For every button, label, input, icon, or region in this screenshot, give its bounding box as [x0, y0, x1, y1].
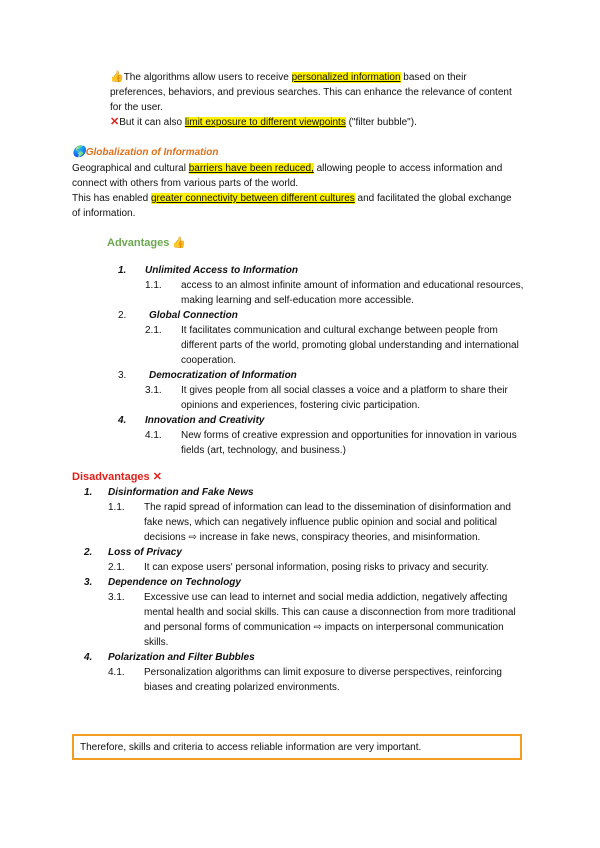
highlight-limit-exposure: limit exposure to different viewpoints: [184, 117, 346, 128]
highlight-barriers-reduced: barriers have been reduced,: [188, 163, 314, 174]
sub-item: [145, 428, 528, 458]
item-number: 3.: [118, 370, 127, 381]
sub-item-text: It facilitates communication and cultural exchange between people from different parts of the world, promoting global understanding and international cooperation.: [181, 325, 519, 366]
sub-item-text: It gives people from all social classes a voice and a platform to share their opinions and experiences, fostering civic participation.: [181, 385, 508, 411]
sub-item: [145, 278, 528, 308]
algorithm-intro: [110, 70, 520, 130]
con-paragraph: ✕But it can also limit exposure to different viewpoints ("filter bubble").: [110, 116, 417, 128]
sub-item-number: 1.1.: [145, 280, 162, 291]
sub-item-number: 1.1.: [108, 502, 125, 513]
item-title: Global Connection: [149, 310, 238, 321]
sub-item-number: 2.1.: [145, 325, 162, 336]
conclusion-box: Therefore, skills and criteria to access reliable information are very important.: [72, 734, 522, 760]
globalization-heading: 🌎Globalization of Information: [72, 146, 219, 158]
sub-item-text: The rapid spread of information can lead to the dissemination of disinformation and fake news, which can negatively influence public opinion and social and political decisions ⇨ increase in fake news, conspiracy theories, and misinformation.: [144, 502, 511, 543]
highlight-greater-connectivity: greater connectivity between different cultures: [150, 193, 355, 204]
globalization-paragraph-2: This has enabled greater connectivity between different cultures and facilitated the global exchange of information.: [72, 193, 512, 219]
globalization-body: [72, 161, 522, 221]
item-number: 4.: [84, 652, 93, 663]
sub-item-text: Excessive use can lead to internet and social media addiction, negatively affecting mental health and social skills. This can cause a disconnection from more traditional and personal forms of communication ⇨ impacts on interpersonal communication skills.: [144, 592, 516, 648]
sub-item-text: Personalization algorithms can limit exposure to diverse perspectives, reinforcing biases and creating polarized environments.: [144, 667, 502, 693]
item-number: 1.: [118, 265, 127, 276]
sub-item: [108, 500, 529, 545]
item-number: 2.: [118, 310, 127, 321]
sub-item-number: 3.1.: [145, 385, 162, 396]
item-number: 4.: [118, 415, 127, 426]
sub-item: [145, 383, 528, 413]
list-item: [118, 368, 528, 413]
thumbs-up-icon: 👍: [110, 71, 124, 83]
item-number: 1.: [84, 487, 93, 498]
cross-mark-icon: ✕: [152, 471, 162, 483]
item-title: Disinformation and Fake News: [108, 487, 254, 498]
item-title: Unlimited Access to Information: [145, 265, 298, 276]
highlight-personalized-information: personalized information: [291, 72, 401, 83]
sub-item: [108, 590, 529, 650]
list-item: [84, 545, 529, 575]
item-title: Innovation and Creativity: [145, 415, 265, 426]
list-item: [84, 650, 529, 695]
sub-item-text: access to an almost infinite amount of information and educational resources, making learning and self-education more accessible.: [181, 280, 524, 306]
advantages-heading: Advantages 👍: [107, 237, 187, 249]
list-item: [84, 485, 529, 545]
item-title: Polarization and Filter Bubbles: [108, 652, 255, 663]
item-title: Loss of Privacy: [108, 547, 182, 558]
thumbs-up-icon: 👍: [172, 237, 187, 249]
disadvantages-heading: Disadvantages ✕: [72, 471, 162, 483]
pro-paragraph: 👍The algorithms allow users to receive personalized information based on their preferences, behaviors, and previous searches. This can enhance the relevance of content for the user.: [110, 71, 512, 113]
sub-item-number: 3.1.: [108, 592, 125, 603]
cross-mark-icon: ✕: [110, 116, 120, 128]
advantages-list: [118, 263, 528, 458]
disadvantages-list: [84, 485, 529, 695]
globe-icon: 🌎: [72, 146, 86, 158]
item-number: 3.: [84, 577, 93, 588]
list-item: [118, 263, 528, 308]
sub-item-text: It can expose users' personal information, posing risks to privacy and security.: [144, 562, 489, 573]
item-title: Dependence on Technology: [108, 577, 241, 588]
sub-item: [145, 323, 528, 368]
item-number: 2.: [84, 547, 93, 558]
item-title: Democratization of Information: [149, 370, 297, 381]
sub-item-text: New forms of creative expression and opportunities for innovation in various fields (art, technology, and business.): [181, 430, 517, 456]
sub-item: [108, 665, 529, 695]
sub-item: [108, 560, 529, 575]
sub-item-number: 2.1.: [108, 562, 125, 573]
list-item: [118, 308, 528, 368]
sub-item-number: 4.1.: [145, 430, 162, 441]
globalization-paragraph-1: Geographical and cultural barriers have been reduced, allowing people to access information and connect with others from various parts of the world.: [72, 163, 503, 189]
list-item: [118, 413, 528, 458]
sub-item-number: 4.1.: [108, 667, 125, 678]
list-item: [84, 575, 529, 650]
